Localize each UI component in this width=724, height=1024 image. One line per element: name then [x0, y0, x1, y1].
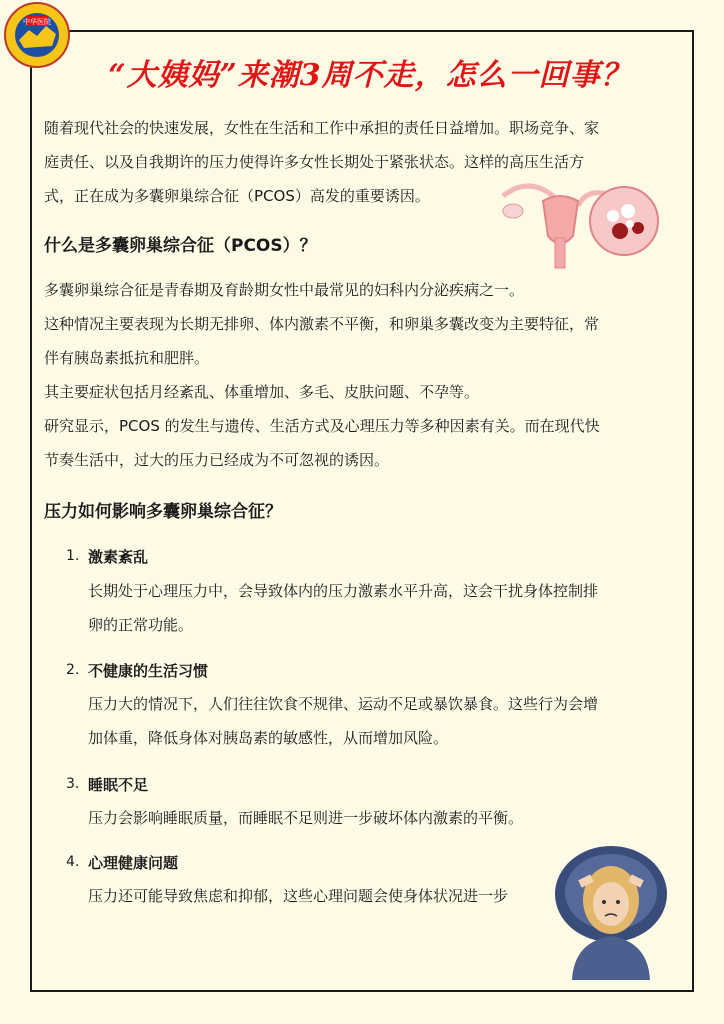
section1-line: 多囊卵巢综合征是青春期及育龄期女性中最常见的妇科内分泌疾病之一。	[44, 281, 525, 299]
list-item-text: 长期处于心理压力中，会导致体内的压力激素水平升高，这会干扰身体控制排	[88, 582, 599, 600]
stressed-woman-illustration	[552, 844, 670, 980]
section-heading: 压力如何影响多囊卵巢综合征？	[44, 502, 282, 522]
page-title: “大姨妈”来潮3周不走，怎么一回事？	[108, 58, 632, 93]
list-item-text: 压力大的情况下，人们往往饮食不规律、运动不足或暴饮暴食。这些行为会增	[88, 695, 599, 713]
list-item-title: 睡眠不足	[88, 776, 149, 794]
list-number: 1.	[66, 548, 80, 564]
list-number: 2.	[66, 662, 80, 678]
logo-text: 中华医院	[23, 18, 51, 26]
section-heading: 什么是多囊卵巢综合征（PCOS）？	[44, 236, 317, 256]
uterus-illustration	[498, 176, 668, 276]
list-item-text: 压力还可能导致焦虑和抑郁，这些心理问题会使身体状况进一步	[88, 887, 509, 905]
section1-line: 节奏生活中，过大的压力已经成为不可忽视的诱因。	[44, 451, 390, 469]
section1-line: 研究显示，PCOS 的发生与遗传、生活方式及心理压力等多种因素有关。而在现代快	[44, 417, 600, 435]
list-item-text: 卵的正常功能。	[88, 616, 194, 634]
intro-line: 随着现代社会的快速发展，女性在生活和工作中承担的责任日益增加。职场竞争、家	[44, 119, 600, 137]
list-number: 3.	[66, 776, 80, 792]
intro-line: 庭责任、以及自我期许的压力使得许多女性长期处于紧张状态。这样的高压生活方	[44, 153, 585, 171]
intro-line: 式，正在成为多囊卵巢综合征（PCOS）高发的重要诱因。	[44, 187, 430, 205]
clinic-logo-icon	[4, 2, 70, 68]
list-number: 4.	[66, 854, 80, 870]
list-item-text: 加体重，降低身体对胰岛素的敏感性，从而增加风险。	[88, 729, 449, 747]
list-item-title: 激素紊乱	[88, 548, 149, 566]
list-item-text: 压力会影响睡眠质量，而睡眠不足则进一步破坏体内激素的平衡。	[88, 809, 524, 827]
list-item-title: 心理健康问题	[88, 854, 179, 872]
list-item-title: 不健康的生活习惯	[88, 662, 209, 680]
section1-line: 这种情况主要表现为长期无排卵、体内激素不平衡，和卵巢多囊改变为主要特征，常	[44, 315, 600, 333]
section1-line: 其主要症状包括月经紊乱、体重增加、多毛、皮肤问题、不孕等。	[44, 383, 480, 401]
section1-line: 伴有胰岛素抵抗和肥胖。	[44, 349, 210, 367]
